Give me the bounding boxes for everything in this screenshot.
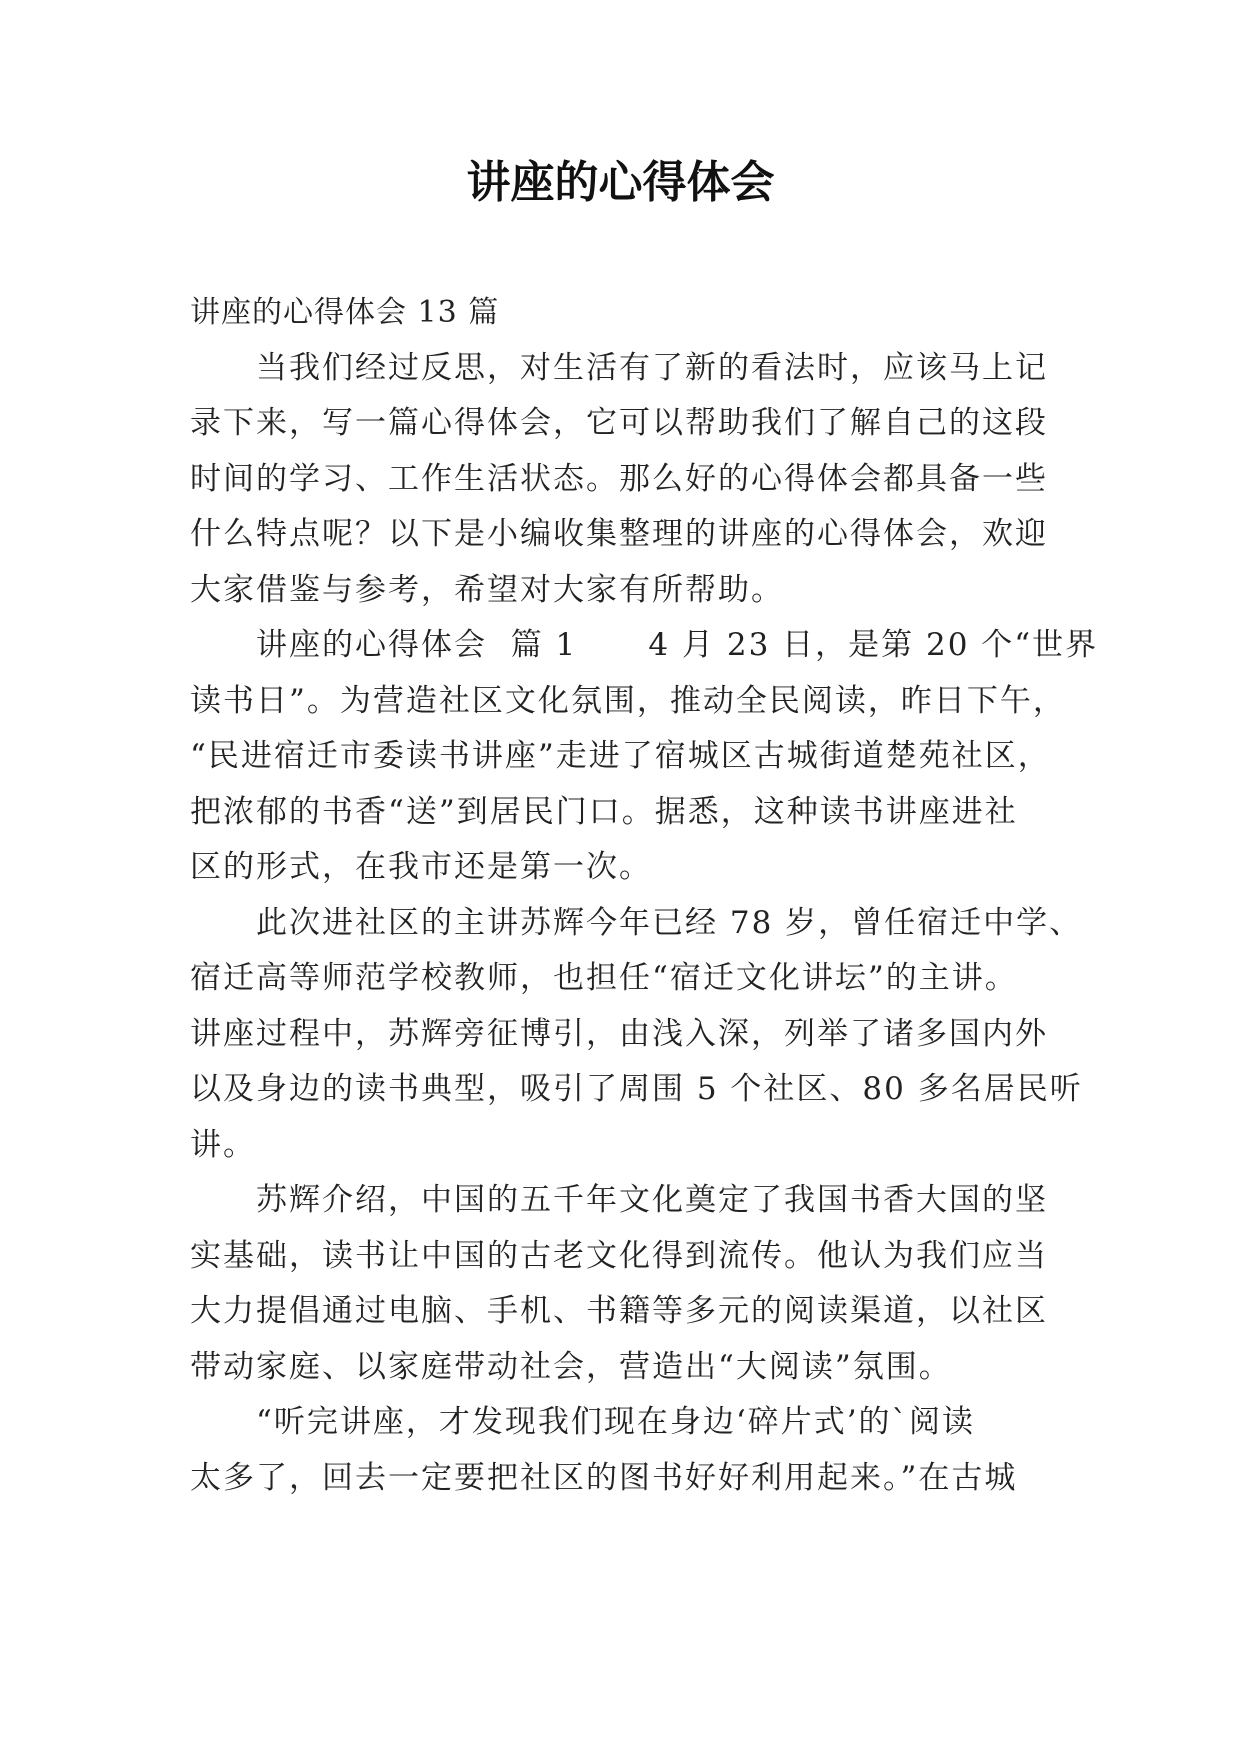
body-line-11: 此次进社区的主讲苏辉今年已经 78 岁，曾任宿迁中学、 bbox=[256, 904, 1083, 941]
body-line-15: 讲。 bbox=[190, 1126, 256, 1163]
body-line-3: 时间的学习、工作生活状态。那么好的心得体会都具备一些 bbox=[190, 460, 1048, 497]
body-line-9: 把浓郁的书香“送”到居民门口。据悉，这种读书讲座进社 bbox=[190, 793, 1018, 830]
body-line-10: 区的形式，在我市还是第一次。 bbox=[190, 849, 652, 885]
body-line-4: 什么特点呢？以下是小编收集整理的讲座的心得体会，欢迎 bbox=[190, 516, 1048, 552]
body-line-19: 带动家庭、以家庭带动社会，营造出“大阅读”氛围。 bbox=[190, 1348, 952, 1385]
body-line-7: 读书日”。为营造社区文化氛围，推动全民阅读，昨日下午， bbox=[190, 682, 1066, 719]
body-line-12: 宿迁高等师范学校教师，也担任“宿迁文化讲坛”的主讲。 bbox=[190, 960, 1018, 996]
body-line-14: 以及身边的读书典型，吸引了周围 5 个社区、80 多名居民听 bbox=[190, 1071, 1083, 1107]
document-subtitle: 讲座的心得体会 13 篇 bbox=[190, 295, 500, 330]
body-line-6: 讲座的心得体会 篇 1 4 月 23 日，是第 20 个“世界 bbox=[256, 627, 1099, 663]
body-line-2: 录下来，写一篇心得体会，它可以帮助我们了解自己的这段 bbox=[190, 405, 1048, 441]
body-line-8: “民进宿迁市委读书讲座”走进了宿城区古城街道楚苑社区， bbox=[190, 738, 1051, 774]
body-line-21: 太多了，回去一定要把社区的图书好好利用起来。”在古城 bbox=[190, 1459, 1018, 1496]
body-line-13: 讲座过程中，苏辉旁征博引，由浅入深，列举了诸多国内外 bbox=[190, 1015, 1048, 1052]
body-line-1: 当我们经过反思，对生活有了新的看法时，应该马上记 bbox=[256, 349, 1048, 386]
body-line-5: 大家借鉴与参考，希望对大家有所帮助。 bbox=[190, 571, 784, 608]
body-line-20: “听完讲座，才发现我们现在身边‘碎片式’的`阅读 bbox=[256, 1404, 976, 1440]
document-title: 讲座的心得体会 bbox=[466, 157, 775, 208]
body-line-18: 大力提倡通过电脑、手机、书籍等多元的阅读渠道，以社区 bbox=[190, 1293, 1048, 1329]
document-body bbox=[190, 285, 1099, 1506]
body-line-17: 实基础，读书让中国的古老文化得到流传。他认为我们应当 bbox=[190, 1237, 1048, 1274]
body-line-16: 苏辉介绍，中国的五千年文化奠定了我国书香大国的坚 bbox=[256, 1182, 1048, 1218]
